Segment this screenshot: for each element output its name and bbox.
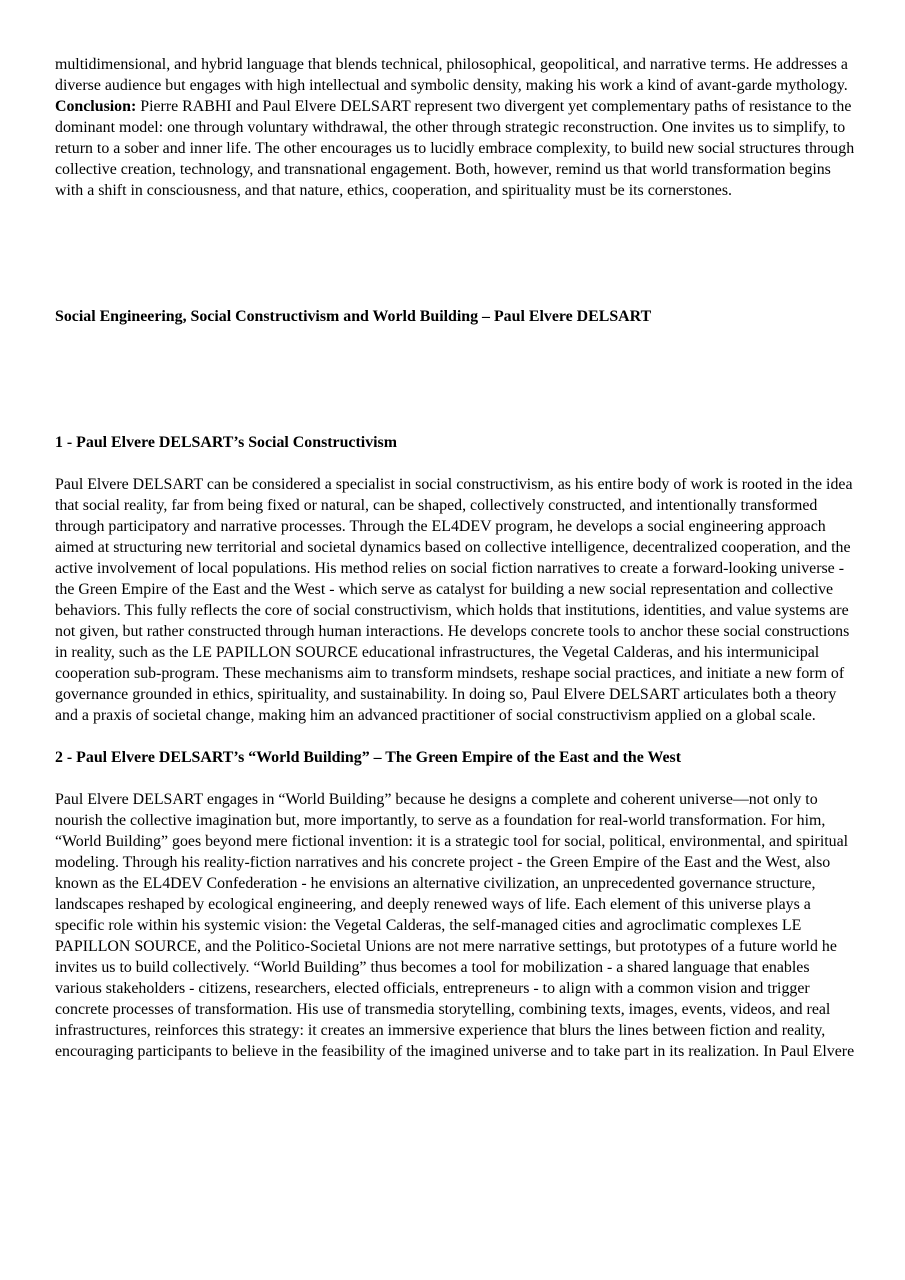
- document-page: [55, 54, 855, 1062]
- intro-paragraph: [55, 54, 855, 201]
- section-2-paragraph: Paul Elvere DELSART engages in “World Building” because he designs a complete and coherent universe—not only to nourish the collective imagination but, more importantly, to serve as a foundation for real-world transformation. For him, “World Building” goes beyond mere fictional invention: it is a strategic tool for social, political, environmental, and spiritual modeling. Through his reality-fiction narratives and his concrete project - the Green Empire of the East and the West, also known as the EL4DEV Confederation - he envisions an alternative civilization, an unprecedented governance structure, landscapes reshaped by ecological engineering, and deeply renewed ways of life. Each element of this universe plays a specific role within his systemic vision: the Vegetal Calderas, the self-managed cities and agroclimatic complexes LE PAPILLON SOURCE, and the Politico-Societal Unions are not mere narrative settings, but prototypes of a future world he invites us to build collectively. “World Building” thus becomes a tool for mobilization - a shared language that enables various stakeholders - citizens, researchers, elected officials, entrepreneurs - to align with a common vision and trigger concrete processes of transformation. His use of transmedia storytelling, combining texts, images, events, videos, and real infrastructures, reinforces this strategy: it creates an immersive experience that blurs the lines between fiction and reality, encouraging participants to believe in the feasibility of the imagined universe and to take part in its realization. In Paul Elvere: [55, 791, 855, 1060]
- section-1-paragraph: Paul Elvere DELSART can be considered a specialist in social constructivism, as his entire body of work is rooted in the idea that social reality, far from being fixed or natural, can be shaped, collectively constructed, and intentionally transformed through participatory and narrative processes. Through the EL4DEV program, he develops a social engineering approach aimed at structuring new territorial and societal dynamics based on collective intelligence, decentralized cooperation, and the active involvement of local populations. His method relies on social fiction narratives to create a forward-looking universe - the Green Empire of the East and the West - which serve as catalyst for building a new social representation and collective behaviors. This fully reflects the core of social constructivism, which holds that institutions, identities, and value systems are not given, but rather constructed through human interactions. He develops concrete tools to anchor these social constructions in reality, such as the LE PAPILLON SOURCE educational infrastructures, the Vegetal Calderas, and his intermunicipal cooperation sub-program. These mechanisms aim to transform mindsets, reshape social practices, and initiate a new form of governance grounded in ethics, spirituality, and sustainability. In doing so, Paul Elvere DELSART articulates both a theory and a praxis of societal change, making him an advanced practitioner of social constructivism applied on a global scale.: [55, 476, 853, 724]
- section-1-heading: 1 - Paul Elvere DELSART’s Social Constructivism: [55, 434, 397, 451]
- document-title: Social Engineering, Social Constructivism and World Building – Paul Elvere DELSART: [55, 308, 652, 325]
- intro-text-after: Pierre RABHI and Paul Elvere DELSART represent two divergent yet complementary paths of resistance to the dominant model: one through voluntary withdrawal, the other through strategic reconstruction. One invites us to simplify, to return to a sober and inner life. The other encourages us to lucidly embrace complexity, to build new social structures through collective creation, technology, and transnational engagement. Both, however, remind us that world transformation begins with a shift in consciousness, and that nature, ethics, cooperation, and spirituality must be its cornerstones.: [55, 98, 855, 199]
- conclusion-label: Conclusion:: [55, 98, 137, 115]
- intro-text-before: multidimensional, and hybrid language that blends technical, philosophical, geopolitical, and narrative terms. He addresses a diverse audience but engages with high intellectual and symbolic density, making his work a kind of avant-garde mythology.: [55, 56, 848, 94]
- section-2-heading: 2 - Paul Elvere DELSART’s “World Building” – The Green Empire of the East and the West: [55, 749, 682, 766]
